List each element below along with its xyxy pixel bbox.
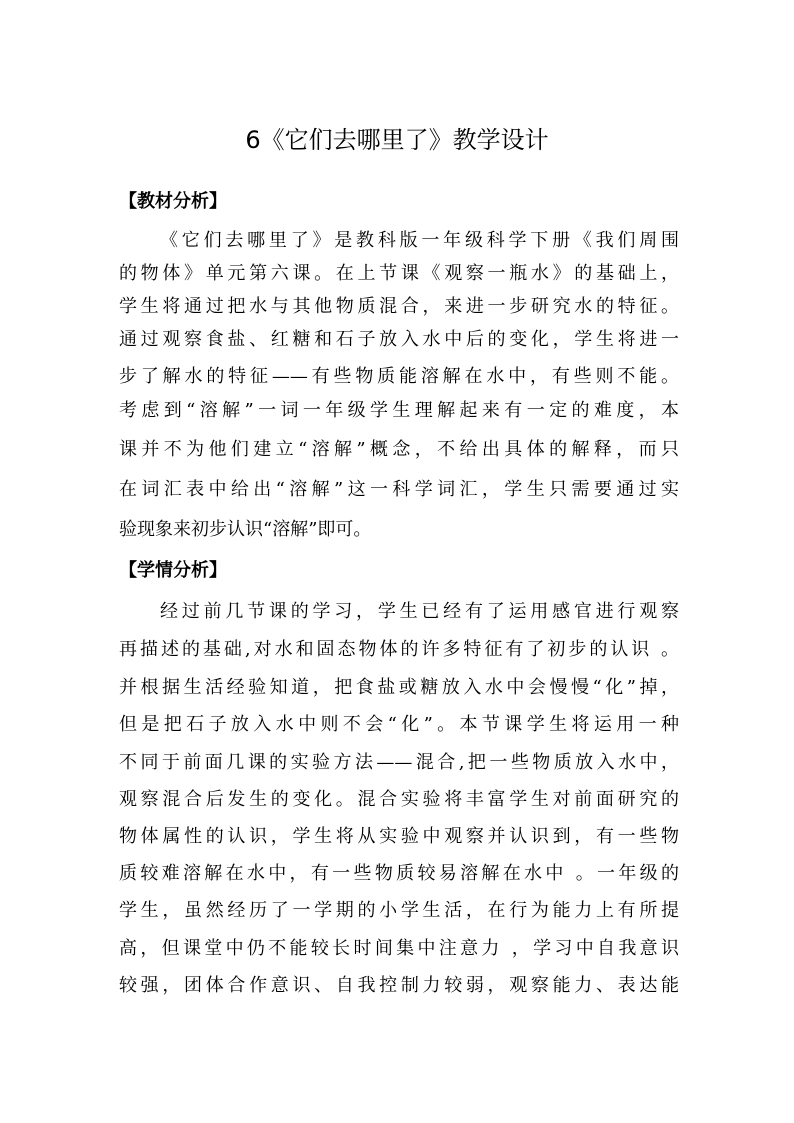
paragraph-line: 较强，团体合作意识、自我控制力较弱，观察能力、表达能: [119, 975, 679, 996]
paragraph-line: 经过前几节课的学习，学生已经有了运用感官进行观察: [160, 601, 679, 622]
paragraph-line: 在词汇表中给出“溶解”这一科学词汇，学生只需要通过实: [119, 479, 679, 500]
paragraph-line: 不同于前面几课的实验方法——混合,把一些物质放入水中，: [119, 752, 679, 773]
paragraph-line: 物体属性的认识，学生将从实验中观察并认识到，有一些物: [119, 826, 679, 847]
paragraph-line: 的物体》单元第六课。在上节课《观察一瓶水》的基础上，: [119, 263, 679, 284]
section-heading-learner-analysis: 【学情分析】: [119, 560, 227, 581]
paragraph-line: 课并不为他们建立“溶解”概念，不给出具体的解释，而只: [119, 439, 679, 460]
section-heading-textbook-analysis: 【教材分析】: [119, 191, 227, 212]
paragraph-line: 学生将通过把水与其他物质混合，来进一步研究水的特征。: [119, 296, 679, 317]
paragraph-line: 质较难溶解在水中，有一些物质较易溶解在水中 。一年级的: [119, 863, 679, 884]
document-title: 6《它们去哪里了》教学设计: [245, 126, 549, 154]
paragraph-line: 观察混合后发生的变化。混合实验将丰富学生对前面研究的: [119, 789, 679, 810]
paragraph-line: 考虑到“溶解”一词一年级学生理解起来有一定的难度，本: [119, 400, 679, 421]
paragraph-line: 并根据生活经验知道，把食盐或糖放入水中会慢慢“化”掉，: [119, 677, 679, 698]
paragraph-line: 但是把石子放入水中则不会“化”。本节课学生将运用一种: [119, 714, 679, 735]
paragraph-line: 步了解水的特征——有些物质能溶解在水中，有些则不能。: [119, 366, 679, 387]
paragraph-line: 通过观察食盐、红糖和石子放入水中后的变化，学生将进一: [119, 329, 679, 350]
paragraph-line: 《它们去哪里了》是教科版一年级科学下册《我们周围: [160, 230, 679, 251]
paragraph-line: 验现象来初步认识“溶解”即可。: [119, 519, 372, 540]
paragraph-line: 高，但课堂中仍不能较长时间集中注意力 ，学习中自我意识: [119, 938, 679, 959]
paragraph-line: 再描述的基础,对水和固态物体的许多特征有了初步的认识 。: [119, 639, 679, 660]
paragraph-line: 学生，虽然经历了一学期的小学生活，在行为能力上有所提: [119, 900, 679, 921]
